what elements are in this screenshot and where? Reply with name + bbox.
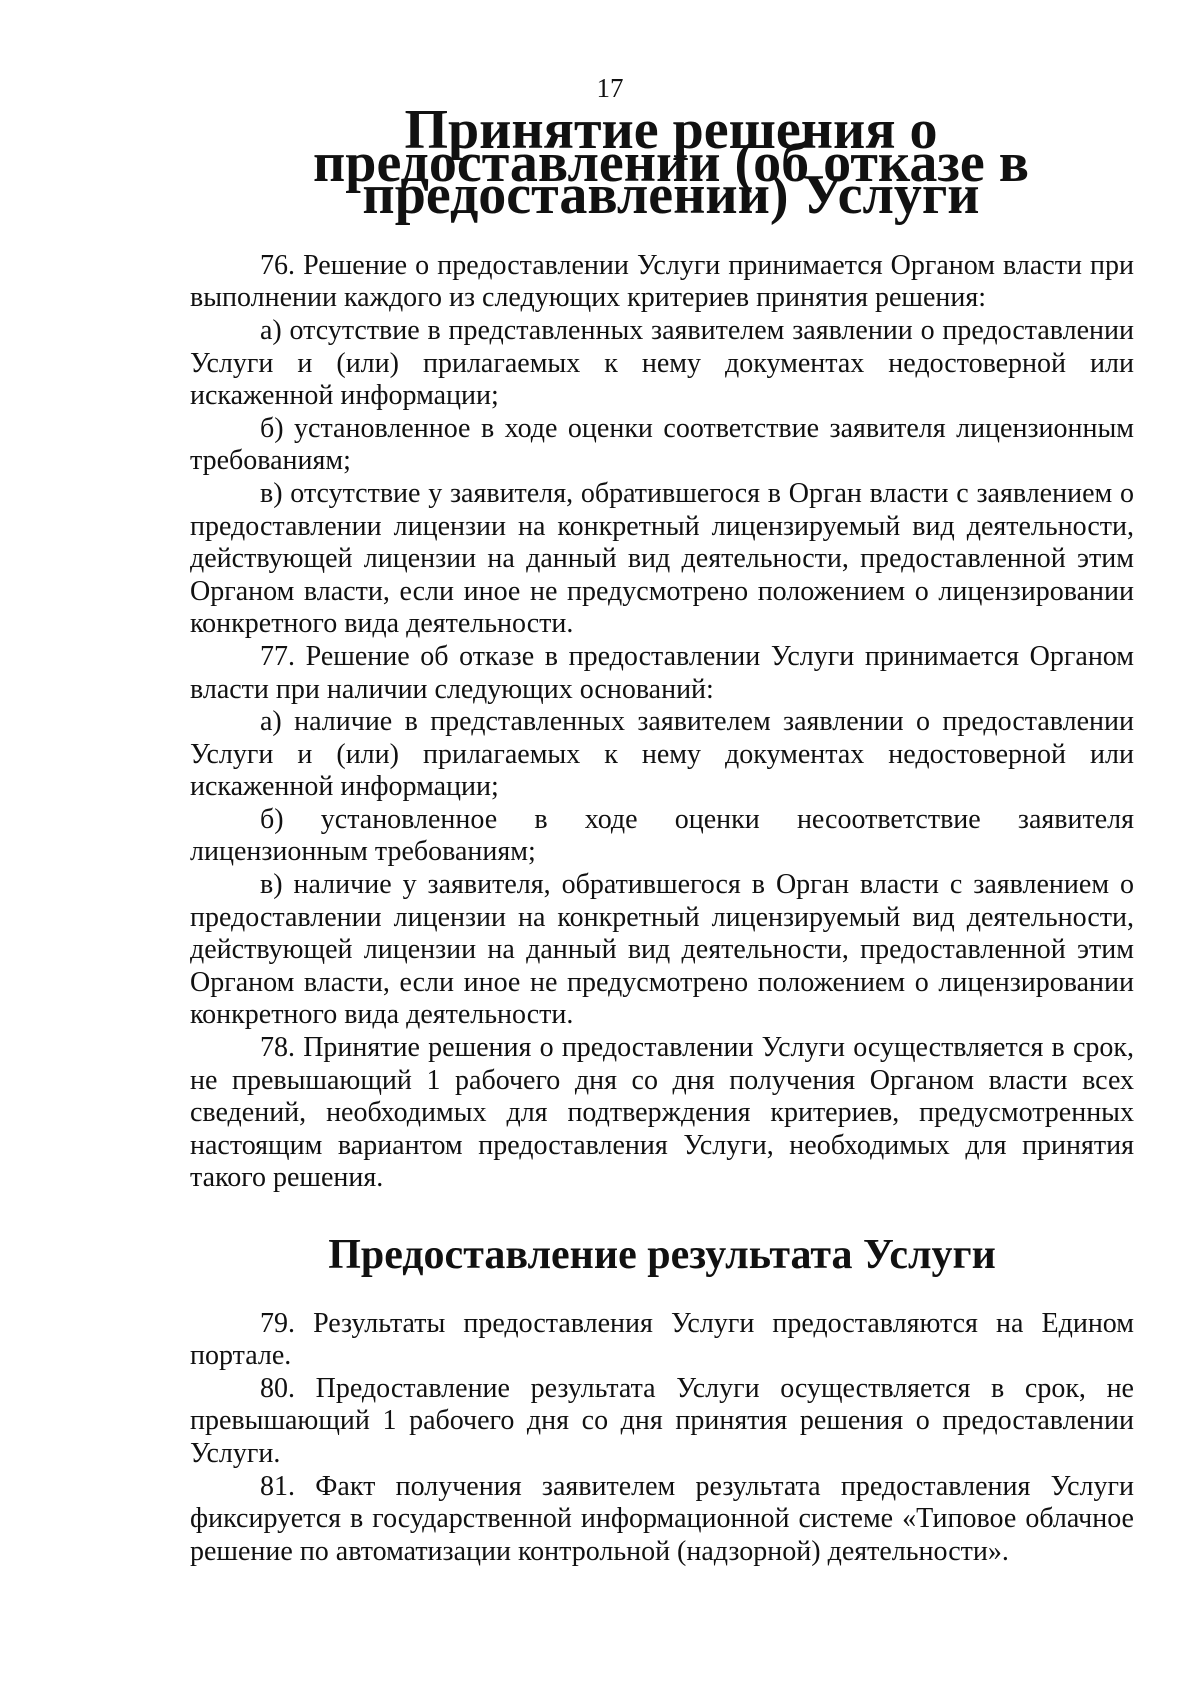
paragraph-76: 76. Решение о предоставлении Услуги принимается Органом власти при выполнении каждого из следующих критериев принятия решения: — [190, 249, 1134, 314]
paragraph-80: 80. Предоставление результата Услуги осуществляется в срок, не превышающий 1 рабочего дня со дня принятия решения о предоставлении Услуги. — [190, 1372, 1134, 1469]
paragraph-78: 78. Принятие решения о предоставлении Услуги осуществляется в срок, не превышающий 1 рабочего дня со дня получения Органом власти всех сведений, необходимых для подтверждения критериев, предусмотренных настоящим вариантом предоставления Услуги, необходимых для принятия такого решения. — [190, 1032, 1134, 1194]
paragraph-77: 77. Решение об отказе в предоставлении Услуги принимается Органом власти при наличии следующих оснований: — [190, 640, 1134, 705]
paragraph-81: 81. Факт получения заявителем результата предоставления Услуги фиксируется в государственной информационной системе «Типовое облачное решение по автоматизации контрольной (надзорной) деятельности». — [190, 1470, 1134, 1567]
paragraph-77-b: б) установленное в ходе оценки несоответствие заявителя лицензионным требованиям; — [190, 803, 1134, 868]
page-number: 17 — [596, 73, 624, 103]
paragraph-79: 79. Результаты предоставления Услуги предоставляются на Едином портале. — [190, 1307, 1134, 1372]
paragraph-76-a: а) отсутствие в представленных заявителем заявлении о предоставлении Услуги и (или) прилагаемых к нему документах недостоверной или искаженной информации; — [190, 314, 1134, 412]
paragraph-77-v: в) наличие у заявителя, обратившегося в Орган власти с заявлением о предоставлении лицензии на конкретный лицензируемый вид деятельности, действующей лицензии на данный вид деятельности, предоставленной этим Органом власти, если иное не предусмотрено положением о лицензировании конкретного вида деятельности. — [190, 869, 1134, 1031]
document-body — [190, 99, 1134, 1568]
paragraph-77-a: а) наличие в представленных заявителем заявлении о предоставлении Услуги и (или) прилагаемых к нему документах недостоверной или искаженной информации; — [190, 706, 1134, 803]
section-title-result: Предоставление результата Услуги — [328, 1232, 996, 1278]
section-title-decision: Принятие решения о предоставлении (об отказе в предоставлении) Услуги — [313, 99, 1029, 227]
paragraph-76-b: б) установленное в ходе оценки соответствие заявителя лицензионным требованиям; — [190, 412, 1134, 477]
paragraph-76-v: в) отсутствие у заявителя, обратившегося в Орган власти с заявлением о предоставлении лицензии на конкретный лицензируемый вид деятельности, действующей лицензии на данный вид деятельности, предоставленной этим Органом власти, если иное не предусмотрено положением о лицензировании конкретного вида деятельности. — [190, 477, 1134, 640]
